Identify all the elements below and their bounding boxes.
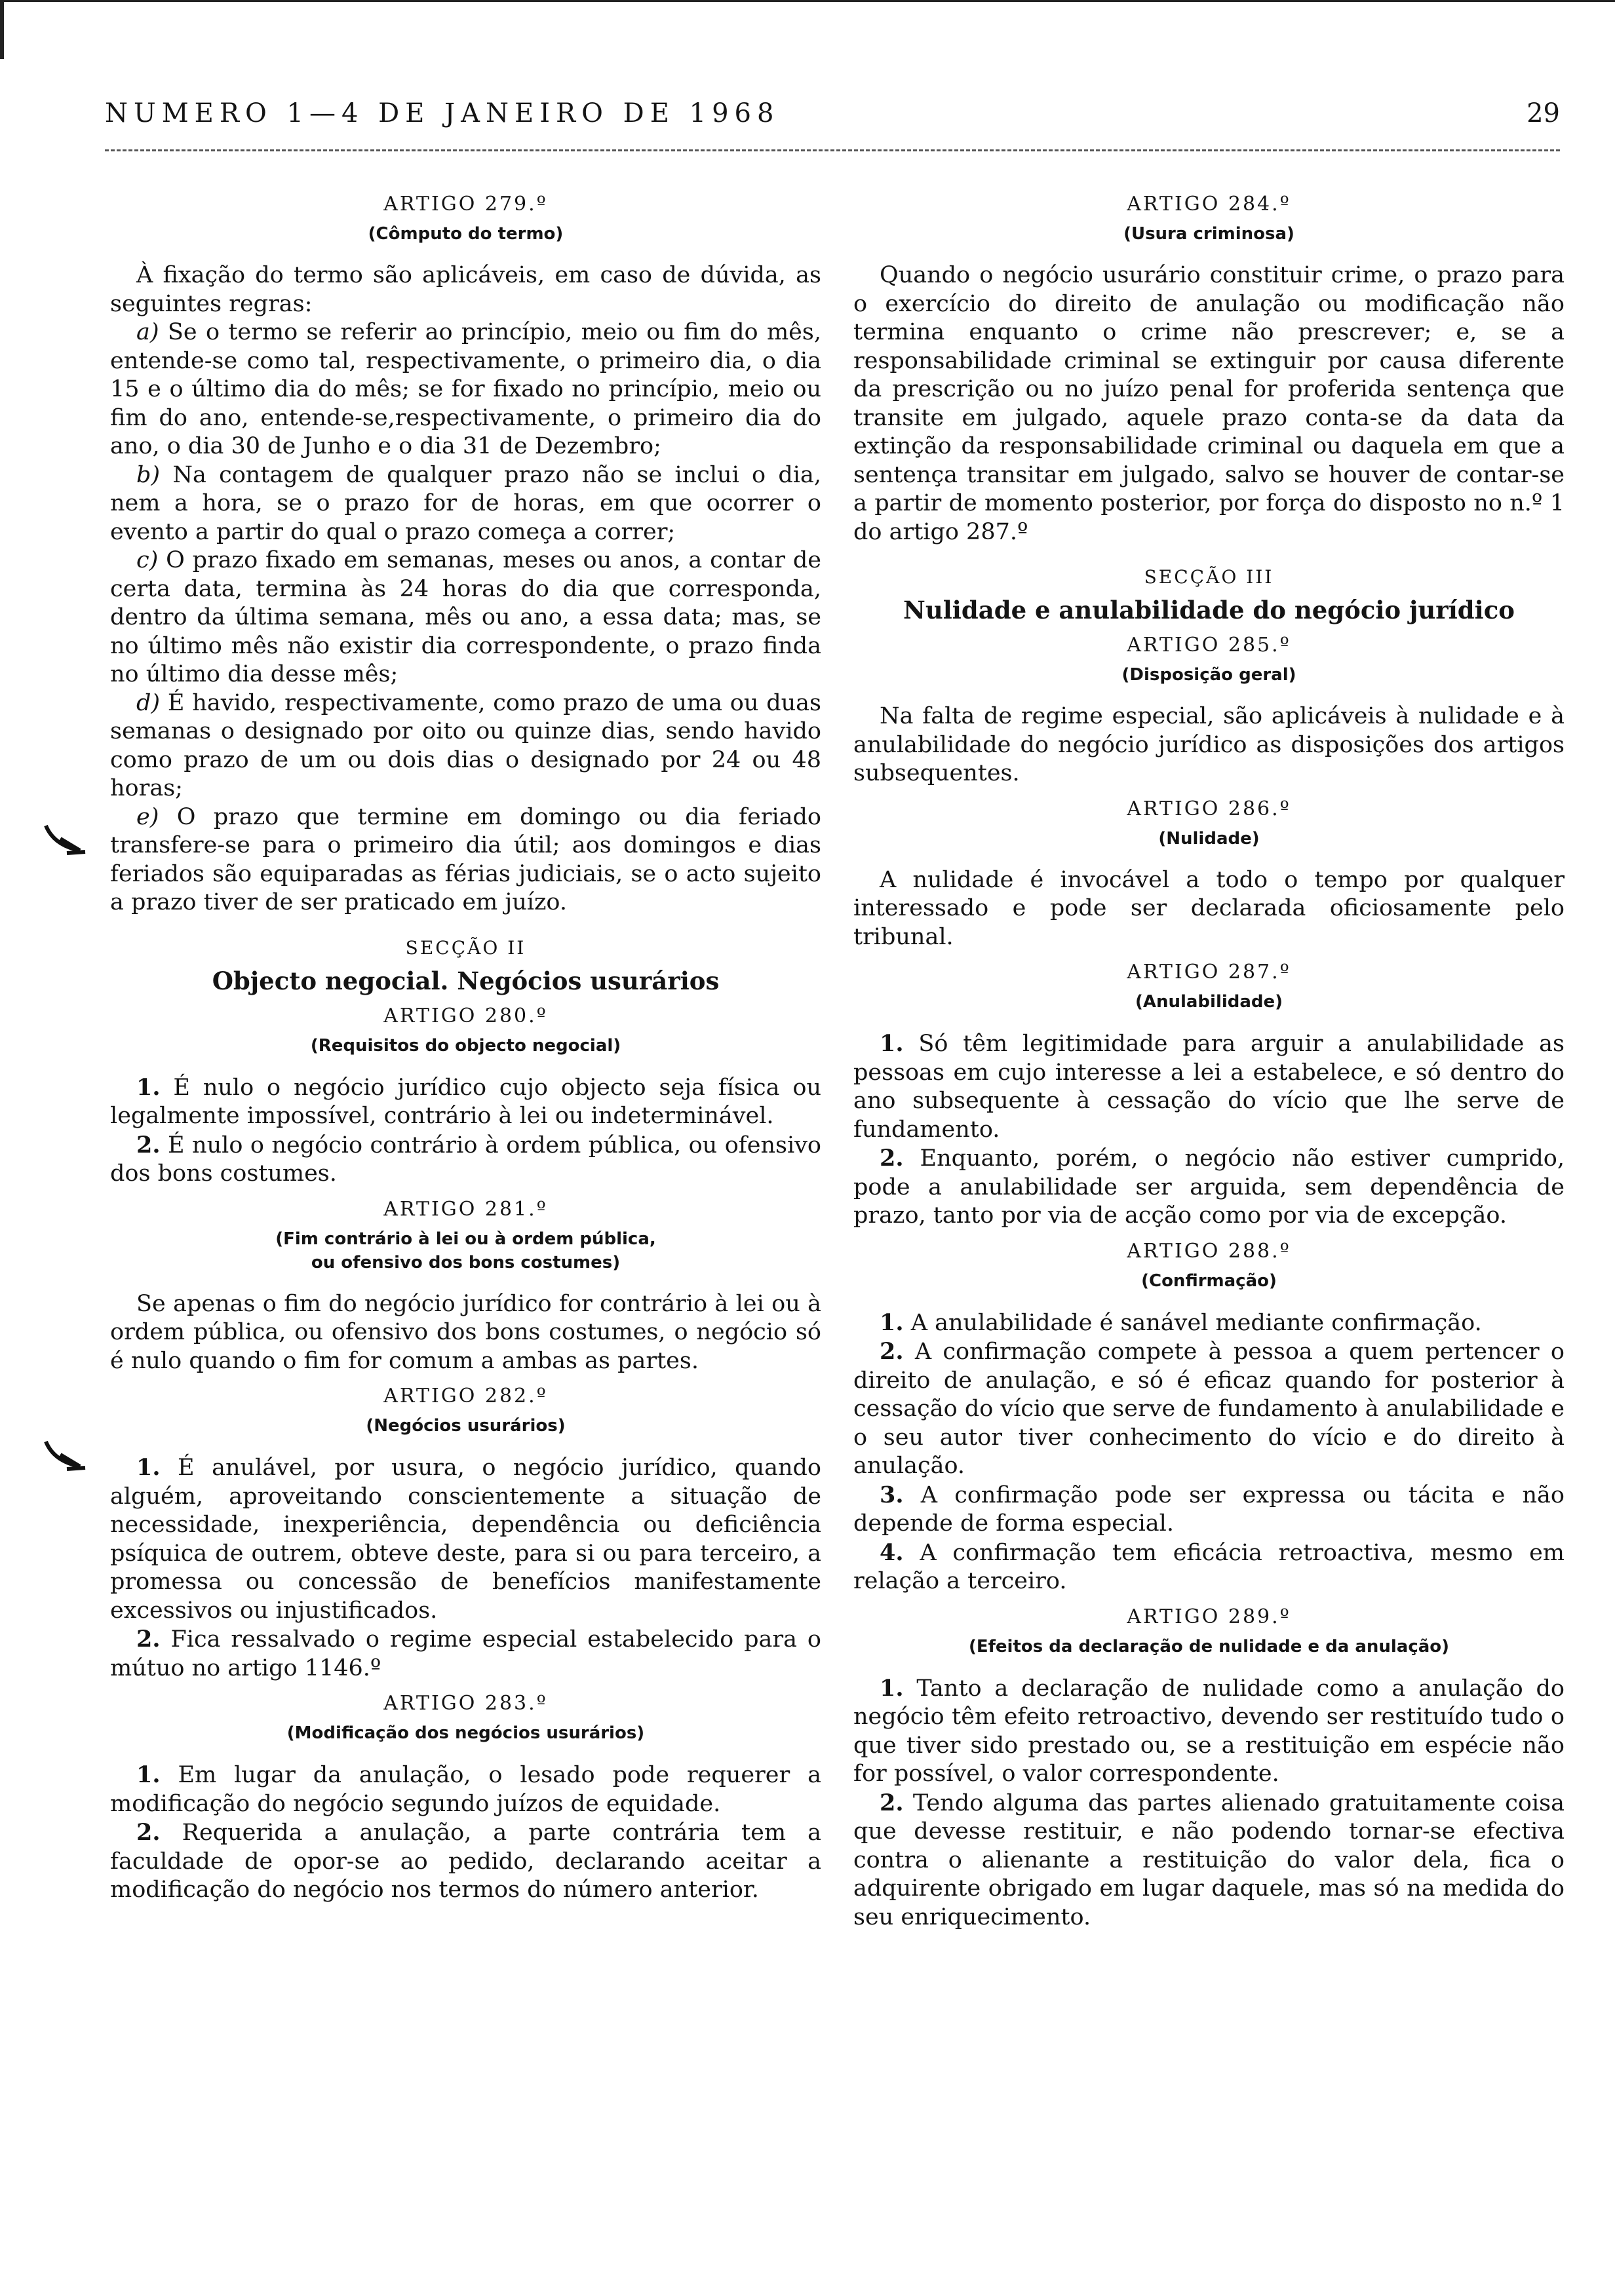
top-border-line (0, 0, 1615, 9)
paragraph-number: 1. (136, 1073, 161, 1101)
article-heading: ARTIGO 286.º (1127, 797, 1291, 820)
article-heading: ARTIGO 289.º (1127, 1605, 1291, 1628)
paragraph-text: A confirmação compete à pessoa a quem pertencer o direito de anulação, e só é eficaz quando for posterior à cessação do vício que serve de fundamento à anulabilidade e o seu autor tiver conhecimento do vício e do direito à anulação. (853, 1339, 1565, 1479)
margin-bracket-mark-1 (41, 819, 93, 858)
clause-text: O prazo fixado em semanas, meses ou anos, a contar de certa data, termina às 24 horas do dia que corresponda, dentro da última semana, mês ou ano, a essa data; mas, se no último mês não existir dia correspondente, o prazo finda no último dia desse mês; (110, 547, 821, 687)
article-heading: ARTIGO 279.º (383, 193, 548, 216)
article-paragraph (853, 1309, 1565, 1338)
clause-text: É havido, respectivamente, como prazo de uma ou duas semanas o designado por oito ou quinze dias, sendo havido como prazo de um ou dois dias o designado por 24 ou 48 horas; (110, 689, 821, 801)
paragraph-text: Só têm legitimidade para arguir a anulabilidade as pessoas em cujo interesse a lei a estabelece, e só dentro do ano subsequente à cessação do vício que lhe serve de fundamento. (853, 1031, 1565, 1143)
paragraph-number: 4. (880, 1539, 904, 1566)
article-paragraph (853, 1481, 1565, 1539)
article-paragraph (110, 1818, 821, 1905)
paragraph-text: Enquanto, porém, o negócio não estiver cumprido, pode a anulabilidade ser arguida, sem dependência de prazo, tanto por via de acção como por via de excepção. (853, 1145, 1565, 1229)
paragraph-text: Tanto a declaração de nulidade como a anulação do negócio têm efeito retroactivo, devendo ser restituído tudo o que tiver sido prestado ou, se a restituição em espécie não for possível, o valor correspondente. (853, 1675, 1565, 1787)
article-paragraph (853, 1144, 1565, 1231)
article-subtitle: (Efeitos da declaração de nulidade e da anulação) (968, 1636, 1450, 1656)
clause-label: e) (136, 803, 159, 830)
article-paragraph (853, 1539, 1565, 1596)
clause-text: O prazo que termine em domingo ou dia feriado transfere-se para o primeiro dia útil; aos domingos e dias feriados são equiparadas as férias judiciais, se o acto sujeito a prazo tiver de ser praticado em juízo. (110, 803, 821, 915)
article-heading: ARTIGO 287.º (1127, 961, 1291, 984)
section-label: SECÇÃO III (1144, 566, 1274, 588)
article-paragraph (110, 803, 821, 917)
article-subtitle: (Anulabilidade) (1135, 992, 1283, 1012)
header-rule (105, 149, 1560, 151)
paragraph-text: É anulável, por usura, o negócio jurídico, quando alguém, aproveitando conscientemente a situação de necessidade, inexperiência, dependência ou deficiência psíquica de outrem, obteve deste, para si ou para terceiro, a promessa ou concessão de benefícios manifestamente excessivos ou injustificados. (110, 1455, 821, 1624)
article-subtitle: (Usura criminosa) (1123, 224, 1294, 244)
clause-label: b) (136, 461, 161, 488)
clause-label: a) (136, 319, 159, 345)
article-subtitle: (Confirmação) (1141, 1271, 1277, 1291)
article-paragraph (110, 1131, 821, 1189)
article-subtitle: (Modificação dos negócios usurários) (286, 1723, 645, 1743)
article-heading: ARTIGO 283.º (383, 1692, 548, 1715)
article-subtitle: (Disposição geral) (1121, 665, 1296, 685)
article-paragraph (110, 1761, 821, 1818)
clause-label: c) (136, 547, 159, 573)
paragraph-text: Requerida a anulação, a parte contrária tem a faculdade de opor-se ao pedido, declarando aceitar a modificação do negócio nos termos do número anterior. (110, 1820, 821, 1903)
article-heading: ARTIGO 288.º (1127, 1239, 1291, 1263)
paragraph-number: 1. (880, 1674, 904, 1702)
article-heading: ARTIGO 285.º (1127, 634, 1291, 657)
article-subtitle: (Cômputo do termo) (368, 224, 564, 244)
article-subtitle: (Nulidade) (1158, 828, 1260, 849)
article-paragraph (110, 1625, 821, 1683)
paragraph-text: Fica ressalvado o regime especial estabelecido para o mútuo no artigo 1146.º (110, 1626, 821, 1681)
section-title: Nulidade e anulabilidade do negócio jurídico (903, 596, 1515, 624)
article-paragraph (853, 1337, 1565, 1481)
article-paragraph (853, 1674, 1565, 1789)
paragraph-text: Tendo alguma das partes alienado gratuitamente coisa que devesse restituir, e não podendo tornar-se efectiva contra o alienante a restituição do valor dela, fica o adquirente obrigado em lugar daquele, mas só na medida do seu enriquecimento. (853, 1789, 1565, 1930)
article-paragraph: Quando o negócio usurário constituir crime, o prazo para o exercício do direito de anulação ou modificação não termina enquanto o crime não prescrever; e, se a responsabilidade criminal se extinguir por causa diferente da prescrição ou no juízo penal for proferida sentença que transite em julgado, aquele prazo conta-se da data da extinção da responsabilidade criminal ou daquela em que a sentença transitar em julgado, salvo se houver de contar-se a partir de momento posterior, por força do disposto no n.º 1 do artigo 287.º (853, 262, 1565, 545)
paragraph-number: 1. (880, 1309, 904, 1336)
paragraph-number: 2. (136, 1819, 161, 1846)
subtitle-line: (Fim contrário à lei ou à ordem pública, (275, 1229, 656, 1249)
paragraph-text: A confirmação tem eficácia retroactiva, mesmo em relação a terceiro. (853, 1539, 1565, 1594)
paragraph-text: A confirmação pode ser expressa ou tácita e não depende de forma especial. (853, 1482, 1565, 1537)
paragraph-text: A anulabilidade é sanável mediante confirmação. (910, 1309, 1482, 1336)
article-subtitle (110, 1227, 821, 1274)
article-subtitle: (Requisitos do objecto negocial) (310, 1035, 621, 1056)
right-column (853, 183, 1565, 1932)
page-number: 29 (1527, 98, 1560, 128)
paragraph-number: 2. (880, 1338, 904, 1365)
paragraph-number: 2. (880, 1789, 904, 1816)
article-heading: ARTIGO 284.º (1127, 193, 1291, 216)
article-paragraph (110, 318, 821, 461)
margin-bracket-mark-2 (41, 1435, 93, 1474)
article-paragraph (110, 1073, 821, 1131)
article-paragraph (110, 1453, 821, 1625)
paragraph-number: 1. (136, 1454, 161, 1481)
paragraph-number: 2. (880, 1145, 904, 1172)
clause-text: Na contagem de qualquer prazo não se inclui o dia, nem a hora, se o prazo for de horas, em que ocorrer o evento a partir do qual o prazo começa a correr; (110, 461, 821, 545)
article-paragraph (110, 461, 821, 547)
article-paragraph (853, 1789, 1565, 1932)
article-paragraph (110, 546, 821, 689)
paragraph-text: É nulo o negócio jurídico cujo objecto seja física ou legalmente impossível, contrário à lei ou indeterminável. (110, 1074, 821, 1129)
section-title: Objecto negocial. Negócios usurários (212, 966, 720, 995)
clause-text: Se o termo se referir ao princípio, meio ou fim do mês, entende-se como tal, respectivamente, o primeiro dia, o dia 15 e o último dia do mês; se for fixado no princípio, meio ou fim do ano, entende-se,respectivamente, o primeiro dia do ano, o dia 30 de Junho e o dia 31 de Dezembro; (110, 319, 821, 459)
paragraph-number: 3. (880, 1481, 904, 1508)
page-header (105, 98, 1560, 138)
paragraph-text: É nulo o negócio contrário à ordem pública, ou ofensivo dos bons costumes. (110, 1132, 821, 1187)
article-paragraph (853, 1029, 1565, 1144)
header-title: NUMERO 1—4 DE JANEIRO DE 1968 (105, 98, 780, 128)
clause-label: d) (136, 689, 161, 716)
article-heading: ARTIGO 281.º (383, 1197, 548, 1221)
article-paragraph: À fixação do termo são aplicáveis, em caso de dúvida, as seguintes regras: (110, 262, 821, 317)
article-heading: ARTIGO 280.º (383, 1004, 548, 1027)
article-subtitle: (Negócios usurários) (366, 1416, 566, 1436)
left-column (110, 183, 821, 1905)
section-label: SECÇÃO II (405, 936, 526, 959)
left-edge-mark (0, 0, 4, 59)
paragraph-number: 1. (880, 1030, 904, 1057)
paragraph-number: 1. (136, 1761, 161, 1788)
subtitle-line: ou ofensivo dos bons costumes) (311, 1252, 621, 1272)
paragraph-number: 2. (136, 1131, 161, 1158)
paragraph-text: Em lugar da anulação, o lesado pode requerer a modificação do negócio segundo juízos de equidade. (110, 1762, 821, 1817)
article-heading: ARTIGO 282.º (383, 1385, 548, 1407)
article-paragraph: A nulidade é invocável a todo o tempo por qualquer interessado e pode ser declarada oficiosamente pelo tribunal. (853, 866, 1565, 950)
article-paragraph: Se apenas o fim do negócio jurídico for contrário à lei ou à ordem pública, ou ofensivo dos bons costumes, o negócio só é nulo quando o fim for comum a ambas as partes. (110, 1290, 821, 1374)
article-paragraph (110, 689, 821, 803)
article-paragraph: Na falta de regime especial, são aplicáveis à nulidade e à anulabilidade do negócio jurídico as disposições dos artigos subsequentes. (853, 703, 1565, 786)
paragraph-number: 2. (136, 1626, 161, 1653)
